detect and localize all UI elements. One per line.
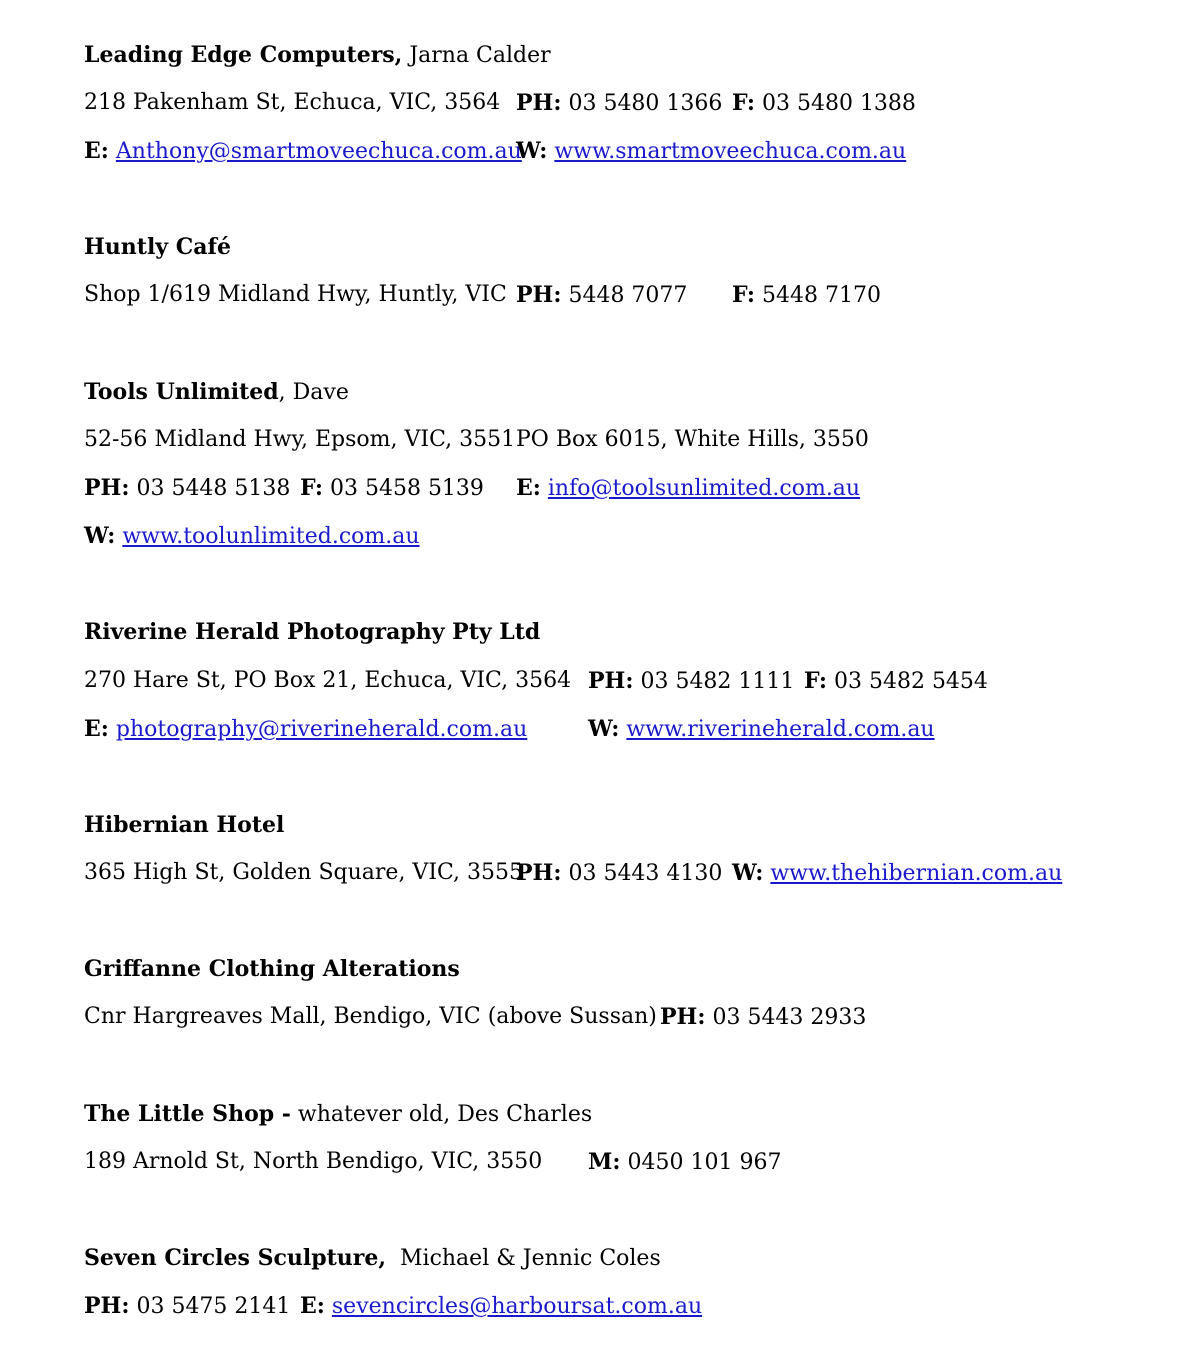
mobile: M: 0450 101 967 [588,1149,782,1175]
entry-title-line [84,618,540,646]
email-link[interactable]: sevencircles@harboursat.com.au [331,1294,703,1319]
address-line [84,1148,1114,1176]
web-line [84,522,420,550]
contact-name: , Dave [278,380,349,405]
address-line [84,859,1114,887]
fax: F: 03 5482 5454 [804,668,988,694]
phone: PH: 03 5475 2141 [84,1293,291,1319]
business-name: Leading Edge Computers, [84,42,403,68]
email-link[interactable]: Anthony@smartmoveechuca.com.au [115,139,522,164]
email-link[interactable]: photography@riverineherald.com.au [115,717,528,742]
email: E: sevencircles@harboursat.com.au [300,1293,703,1319]
entry-title-line [84,1244,661,1272]
phone: PH: 03 5482 1111 [588,668,795,694]
contact-line [84,715,1114,743]
website-link[interactable]: www.smartmoveechuca.com.au [554,139,907,164]
website-link[interactable]: www.toolunlimited.com.au [122,524,420,549]
phone: PH: 5448 7077 [516,282,688,308]
entry-title-line [84,233,231,261]
fax: F: 5448 7170 [732,282,881,308]
website: W: www.toolunlimited.com.au [84,523,420,549]
address: Cnr Hargreaves Mall, Bendigo, VIC (above Sussan) [84,1004,657,1029]
contact-line [84,474,1114,502]
entry-title-line [84,41,551,69]
address: Shop 1/619 Midland Hwy, Huntly, VIC [84,282,507,307]
website: W: www.riverineherald.com.au [588,716,935,742]
fax: F: 03 5458 5139 [300,475,484,501]
address-line [84,89,1114,117]
email: E: photography@riverineherald.com.au [84,716,528,742]
entry-title-line [84,378,349,406]
business-name: Huntly Café [84,234,231,260]
phone: PH: 03 5443 2933 [660,1004,867,1030]
business-name: Seven Circles Sculpture, [84,1245,386,1271]
fax: F: 03 5480 1388 [732,90,916,116]
address: 270 Hare St, PO Box 21, Echuca, VIC, 3564 [84,668,572,693]
website: W: www.smartmoveechuca.com.au [516,138,907,164]
website-link[interactable]: www.thehibernian.com.au [770,861,1063,886]
email: E: Anthony@smartmoveechuca.com.au [84,138,522,164]
address: 52-56 Midland Hwy, Epsom, VIC, 3551 [84,427,516,452]
business-name: Riverine Herald Photography Pty Ltd [84,619,541,645]
contact-name: Jarna Calder [409,43,551,68]
address: 218 Pakenham St, Echuca, VIC, 3564 [84,90,501,115]
address: 365 High St, Golden Square, VIC, 3555 [84,860,524,885]
contact-line [84,137,1114,165]
contact-name: whatever old, Des Charles [297,1102,593,1127]
phone: PH: 03 5448 5138 [84,475,291,501]
entry-title-line [84,955,460,983]
entry-title-line [84,811,284,839]
phone: PH: 03 5443 4130 [516,860,723,886]
address-line [84,1003,1114,1031]
address-line [84,281,1114,309]
contact-name: Michael & Jennic Coles [400,1246,661,1271]
address-line [84,426,1114,454]
entry-title-line [84,1100,592,1128]
address-line [84,667,1114,695]
business-name: The Little Shop - [84,1101,291,1127]
website-link[interactable]: www.riverineherald.com.au [626,717,935,742]
business-name: Tools Unlimited [84,379,279,405]
business-name: Griffanne Clothing Alterations [84,956,460,982]
address: 189 Arnold St, North Bendigo, VIC, 3550 [84,1149,543,1174]
email: E: info@toolsunlimited.com.au [516,475,861,501]
website: W: www.thehibernian.com.au [732,860,1063,886]
contact-line [84,1292,1114,1320]
po-box: PO Box 6015, White Hills, 3550 [516,427,869,452]
phone: PH: 03 5480 1366 [516,90,723,116]
email-link[interactable]: info@toolsunlimited.com.au [547,476,861,501]
business-name: Hibernian Hotel [84,812,285,838]
